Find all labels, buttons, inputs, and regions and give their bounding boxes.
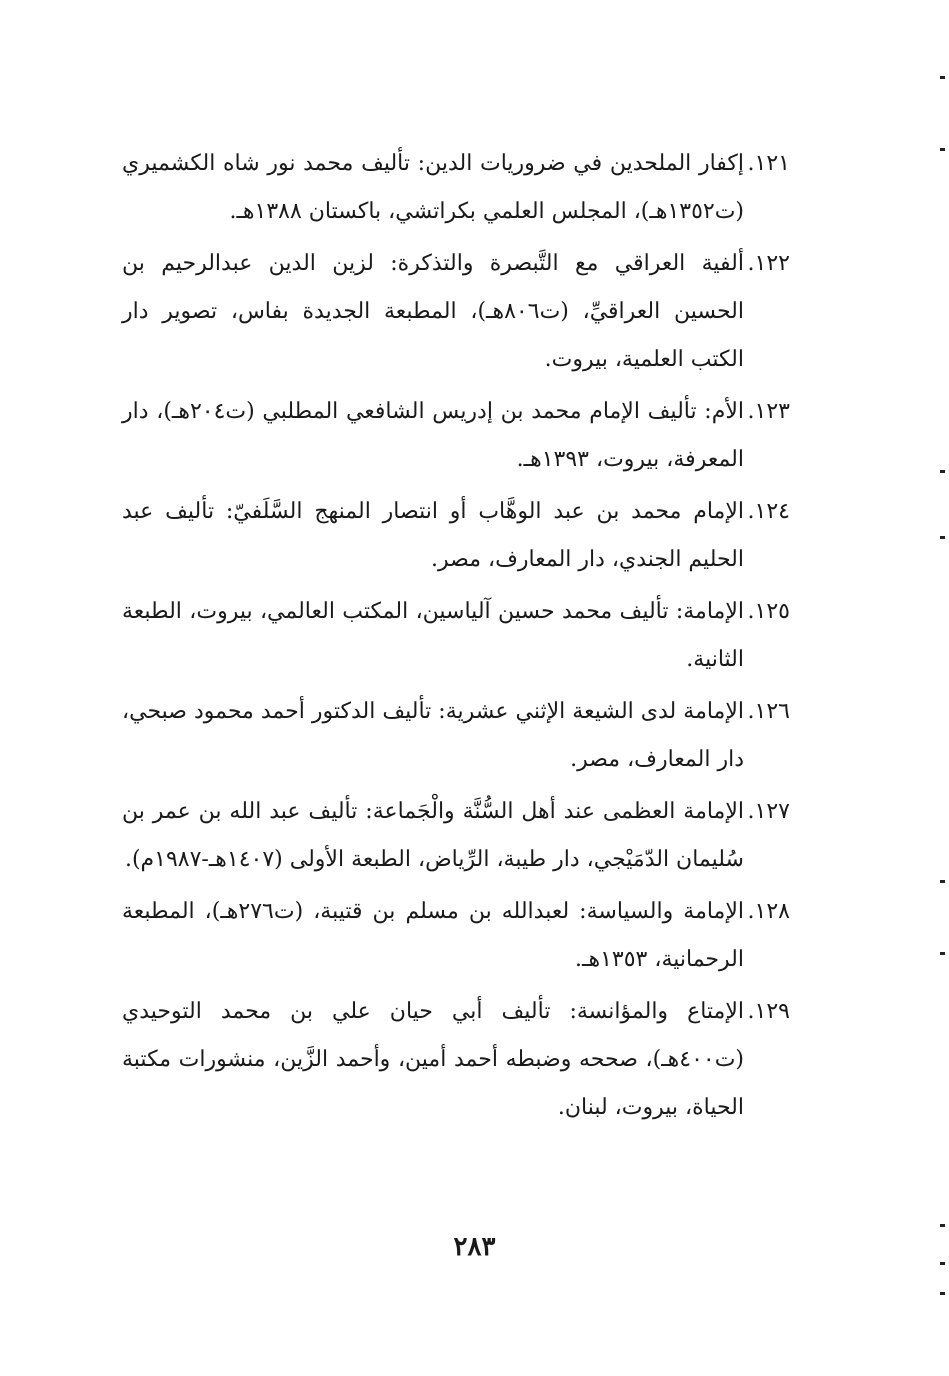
entry-text: ألفية العراقي مع التَّبصرة والتذكرة: لزين الدين عبدالرحيم بن الحسين العراقيِّ، (ت٨٠٦هـ)، المطبعة الجديدة بفاس، تصوير دار الكتب العلمية، بيروت. [122,251,745,372]
bibliography-entry [122,588,790,684]
entry-number: ١٢٣. [747,399,790,424]
entry-number: ١٢٨. [747,899,790,924]
bibliography-entry [122,240,790,384]
entry-number: ١٢١. [747,151,790,176]
entry-number: ١٢٧. [747,799,790,824]
bibliography-entry [122,388,790,484]
scan-edge-mark [940,1292,945,1295]
entry-number: ١٢٢. [747,251,790,276]
bibliography-entry [122,488,790,584]
scan-edge-mark [940,76,945,79]
scan-edge-mark [940,1262,945,1265]
bibliography-entry [122,688,790,784]
bibliography-entry [122,788,790,884]
scan-edge-mark [940,880,945,883]
entry-text: الإمامة والسياسة: لعبدالله بن مسلم بن قتيبة، (ت٢٧٦هـ)، المطبعة الرحمانية، ١٣٥٣هـ. [122,899,744,972]
scan-edge-mark [940,952,945,955]
entry-text: الإمامة: تأليف محمد حسين آلياسين، المكتب العالمي، بيروت، الطبعة الثانية. [122,599,744,672]
entry-number: ١٢٤. [747,499,790,524]
entry-text: الإمام محمد بن عبد الوهَّاب أو انتصار المنهج السَّلَفيّ: تأليف عبد الحليم الجندي، دار المعارف، مصر. [122,499,744,572]
entry-text: الإمامة العظمى عند أهل السُّنَّة والْجَماعة: تأليف عبد الله بن عمر بن سُليمان الدّمَيْجي، دار طيبة، الرِّياض، الطبعة الأولى (١٤٠٧هـ-١٩٨٧م). [122,799,744,872]
entry-number: ١٢٥. [747,599,790,624]
entry-text: الإمامة لدى الشيعة الإثني عشرية: تأليف الدكتور أحمد محمود صبحي، دار المعارف، مصر. [122,699,744,772]
scan-edge-mark [940,536,945,539]
entry-text: الأم: تأليف الإمام محمد بن إدريس الشافعي المطلبي (ت٢٠٤هـ)، دار المعرفة، بيروت، ١٣٩٣هـ. [122,399,744,472]
entry-text: الإمتاع والمؤانسة: تأليف أبي حيان علي بن محمد التوحيدي (ت٤٠٠هـ)، صححه وضبطه أحمد أمين، وأحمد الزَّين، منشورات مكتبة الحياة، بيروت، لبنان. [122,999,744,1120]
scan-edge-mark [940,1224,945,1227]
bibliography-list [122,140,790,1136]
entry-number: ١٢٦. [747,699,790,724]
entry-number: ١٢٩. [747,999,790,1024]
scan-edge-mark [940,470,945,473]
entry-text: إكفار الملحدين في ضروريات الدين: تأليف محمد نور شاه الكشميري (ت١٣٥٢هـ)، المجلس العلمي بكراتشي، باكستان ١٣٨٨هـ. [122,151,744,224]
bibliography-entry [122,988,790,1132]
scan-edge-mark [940,148,945,151]
page-number: ٢٨٣ [453,1232,496,1262]
bibliography-entry [122,140,790,236]
bibliography-entry [122,888,790,984]
